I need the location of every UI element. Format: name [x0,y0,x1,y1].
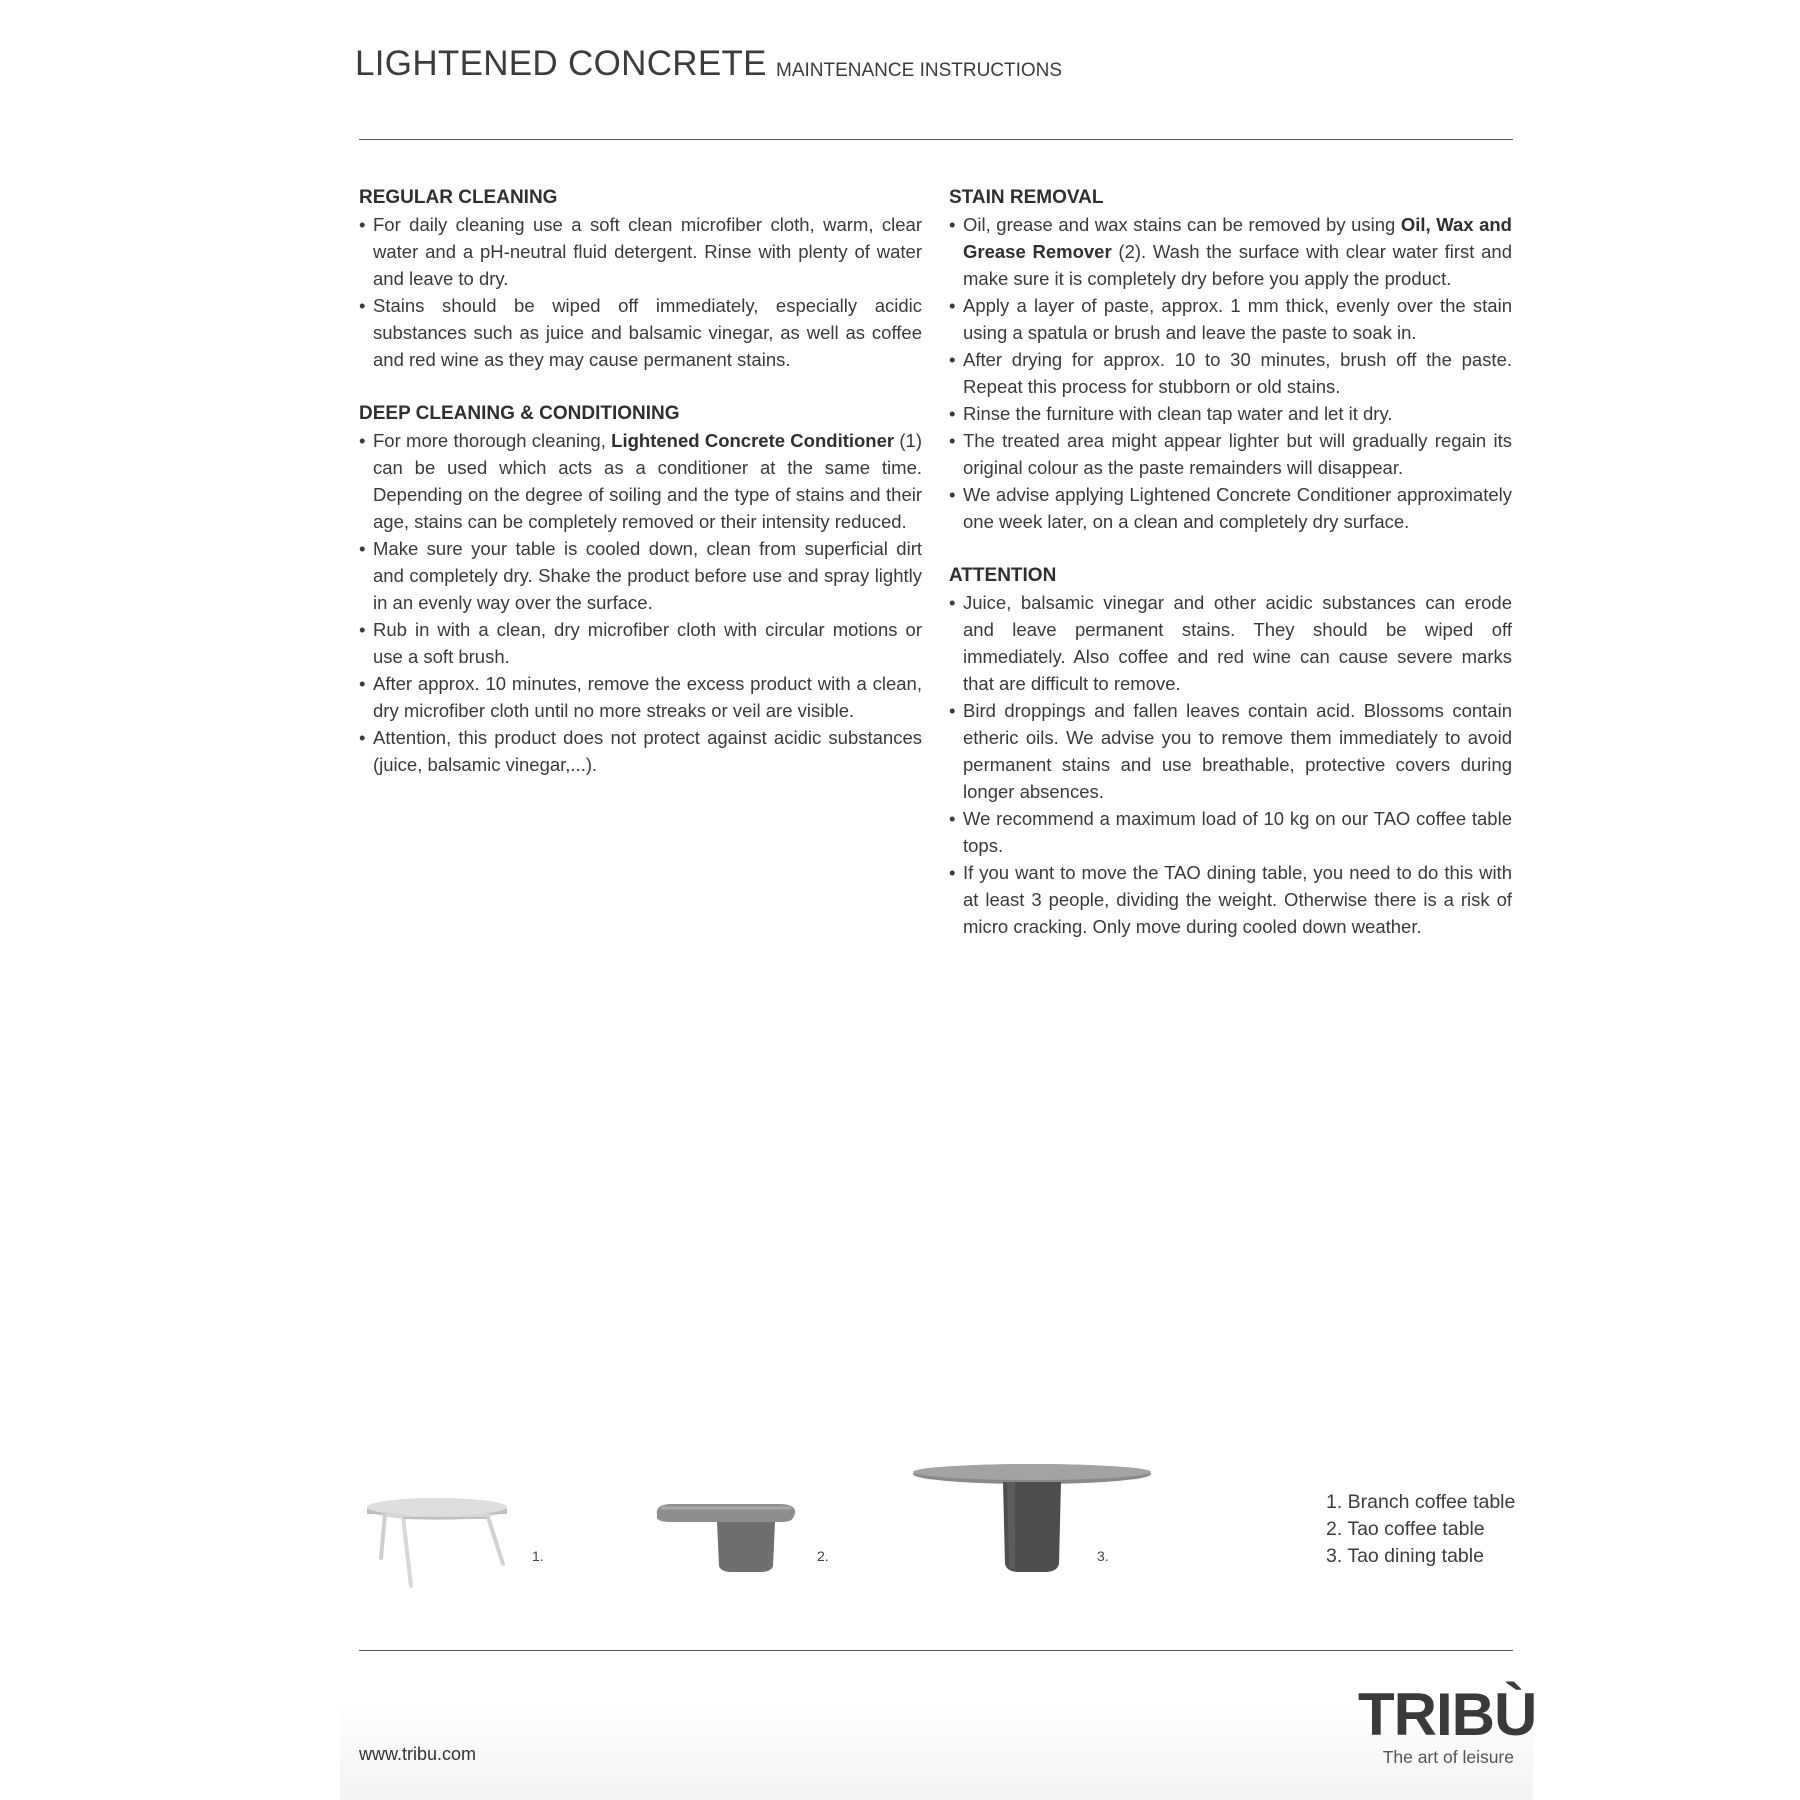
list-item: • If you want to move the TAO dining table, you need to do this with at least 3 people, dividing the weight. Otherwise there is a risk of micro cracking. Only move during cooled down weather. [949,859,1512,940]
logo-tagline: The art of leisure [1382,1747,1514,1767]
left-column [359,184,922,805]
bullet-list [949,589,1512,940]
legend-item: 3. Tao dining table [1326,1545,1484,1567]
list-item [359,427,922,535]
text-run: (2). Wash the surface with clear water first and make sure it is completely dry before you apply the product. [963,241,1512,289]
page-subtitle: MAINTENANCE INSTRUCTIONS [776,60,1063,81]
logo-wordmark: TRIBÙ [1358,1681,1537,1748]
section-heading: ATTENTION [949,565,1057,586]
list-item: • Bird droppings and fallen leaves contain acid. Blossoms contain etheric oils. We advise you to remove them immediately to avoid permanent stains and use breathable, protective covers during longer absences. [949,697,1512,805]
list-item: • Rinse the furniture with clean tap water and let it dry. [949,400,1512,427]
product-number: 3. [1097,1548,1109,1564]
bullet-list [359,427,922,778]
list-item: • After approx. 10 minutes, remove the excess product with a clean, dry microfiber cloth until no more streaks or veil are visible. [359,670,922,724]
right-column [949,184,1512,967]
product-name: Lightened Concrete Conditioner [611,430,895,451]
bullet-list [359,211,922,373]
legend-item: 2. Tao coffee table [1326,1518,1485,1540]
regular-cleaning-section [359,184,922,373]
tribu-logo [1358,1681,1537,1768]
section-heading: DEEP CLEANING & CONDITIONING [359,403,680,424]
section-heading: REGULAR CLEANING [359,187,558,208]
list-item: • For daily cleaning use a soft clean microfiber cloth, warm, clear water and a pH-neutral fluid detergent. Rinse with plenty of water and leave to dry. [359,211,922,292]
section-heading: STAIN REMOVAL [949,187,1104,208]
footer-divider [359,1650,1513,1651]
stain-removal-section [949,184,1512,535]
tao-dining-table-image [911,1460,1153,1575]
list-item: • We advise applying Lightened Concrete Conditioner approximately one week later, on a clean and completely dry surface. [949,481,1512,535]
list-item: • We recommend a maximum load of 10 kg on our TAO coffee table tops. [949,805,1512,859]
attention-section [949,562,1512,940]
list-item: • Make sure your table is cooled down, clean from superficial dirt and completely dry. Shake the product before use and spray lightly in an evenly way over the surface. [359,535,922,616]
list-item: • Attention, this product does not protect against acidic substances (juice, balsamic vinegar,...). [359,724,922,778]
list-item: • Stains should be wiped off immediately, especially acidic substances such as juice and balsamic vinegar, as well as coffee and red wine as they may cause permanent stains. [359,292,922,373]
product-number: 1. [532,1548,544,1564]
list-item: • Rub in with a clean, dry microfiber cloth with circular motions or use a soft brush. [359,616,922,670]
product-legend [1326,1489,1515,1570]
text-run: For more thorough cleaning, [373,430,612,451]
text-run: (1) can be used which acts as a conditioner at the same time. Depending on the degree of soiling and the type of stains and their age, stains can be completely removed or their intensity reduced. [373,430,923,532]
header-divider [359,139,1513,140]
list-item: • Apply a layer of paste, approx. 1 mm thick, evenly over the stain using a spatula or brush and leave the paste to soak in. [949,292,1512,346]
website-link[interactable]: www.tribu.com [359,1744,477,1764]
legend-item: 1. Branch coffee table [1326,1491,1516,1513]
bullet-list [949,211,1512,535]
product-number: 2. [817,1548,829,1564]
list-item: • After drying for approx. 10 to 30 minutes, brush off the paste. Repeat this process for stubborn or old stains. [949,346,1512,400]
page-title: LIGHTENED CONCRETE [355,44,767,83]
tao-coffee-table-image [651,1502,801,1574]
deep-cleaning-section [359,400,922,778]
list-item: • The treated area might appear lighter but will gradually regain its original colour as the paste remainders will disappear. [949,427,1512,481]
list-item: • Juice, balsamic vinegar and other acidic substances can erode and leave permanent stains. They should be wiped off immediately. Also coffee and red wine can cause severe marks that are difficult to remove. [949,589,1512,697]
text-run: Oil, grease and wax stains can be removed by using [963,214,1401,235]
product-name: Oil, Wax and Grease Remover [963,214,1512,262]
list-item [949,211,1512,292]
branch-coffee-table-image [365,1490,510,1590]
